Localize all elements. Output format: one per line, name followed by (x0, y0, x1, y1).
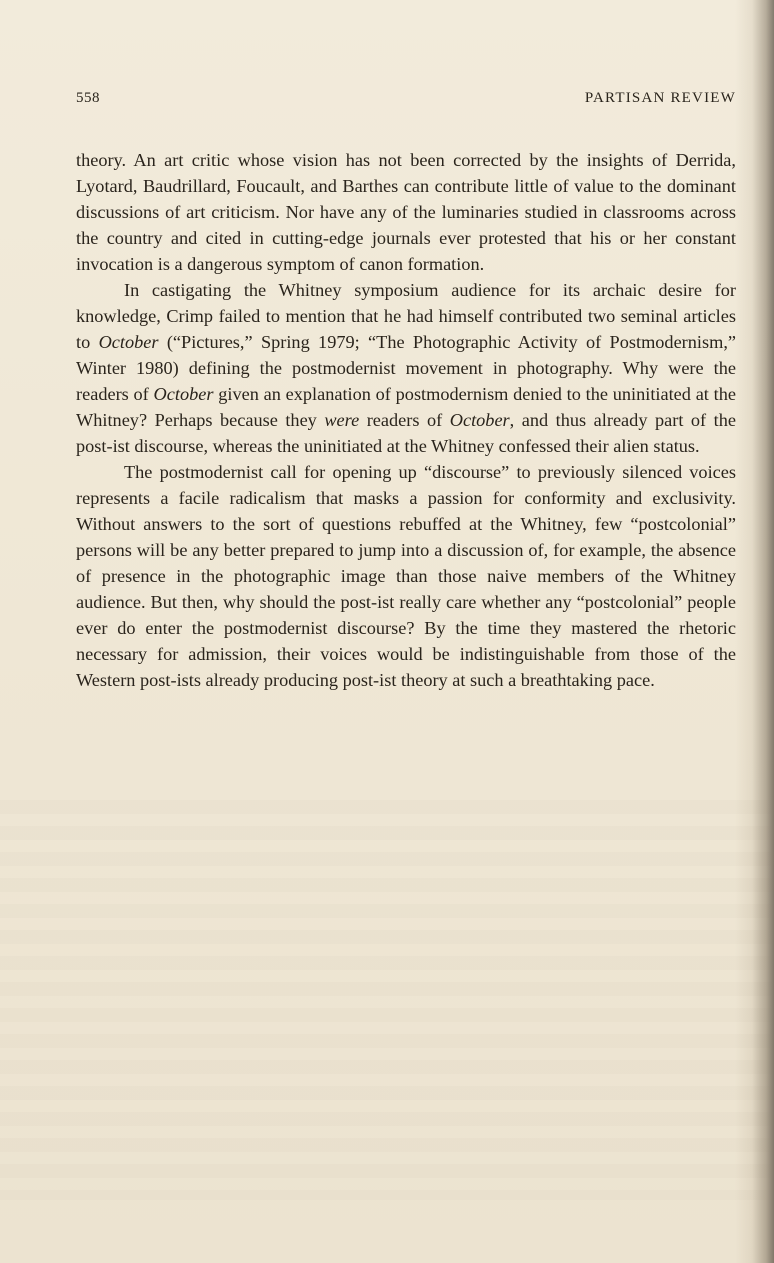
text-segment: given an explanation of postmodernism denied to the uninitiated at the Whitney? Perhaps because they (76, 384, 736, 430)
show-through-texture (0, 800, 774, 1200)
italic-emphasis: were (324, 410, 360, 430)
page-number: 558 (76, 90, 100, 106)
italic-title-october: October (449, 410, 510, 430)
paragraph-1 (76, 147, 736, 277)
text-segment: The postmodernist call for opening up “discourse” to previously silenced voices represents a facile radicalism that masks a passion for conformity and exclusivity. Without answers to the sort of questions rebuffed at the Whitney, few “postcolonial” persons will be any better prepared to jump into a discussion of, for example, the absence of presence in the photographic image than those naive members of the Whitney audience. But then, why should the post-ist really care whether any “postcolonial” people ever do enter the postmodernist discourse? By the time they mastered the rhetoric necessary for admission, their voices would be indistinguishable from those of the Western post-ists already producing post-ist theory at such a breathtaking pace. (76, 462, 736, 690)
running-head (76, 90, 736, 110)
italic-title-october: October (98, 332, 159, 352)
text-segment: In castigating the Whitney symposium audience for its archaic desire for knowledge, Crimp failed to mention that he had himself contributed two seminal articles to (76, 280, 736, 352)
text-segment: , and thus already part of the post-ist discourse, whereas the uninitiated at the Whitney confessed their alien status. (76, 410, 736, 456)
text-segment: readers of (359, 410, 450, 430)
journal-title: PARTISAN REVIEW (584, 90, 736, 106)
paragraph-3 (76, 459, 736, 693)
text-segment: (“Pictures,” Spring 1979; “The Photographic Activity of Postmodernism,” Winter 1980) defining the postmodernist movement in photography. Why were the readers of (76, 332, 737, 404)
text-segment: theory. An art critic whose vision has not been corrected by the insights of Derrida, Lyotard, Baudrillard, Foucault, and Barthes can contribute little of value to the dominant discussions of art criticism. Nor have any of the luminaries studied in classrooms across the country and cited in cutting-edge journals ever protested that his or her constant invocation is a dangerous symptom of canon formation. (76, 150, 736, 274)
body-text (76, 147, 736, 693)
italic-title-october: October (153, 384, 214, 404)
paragraph-2 (76, 277, 736, 459)
